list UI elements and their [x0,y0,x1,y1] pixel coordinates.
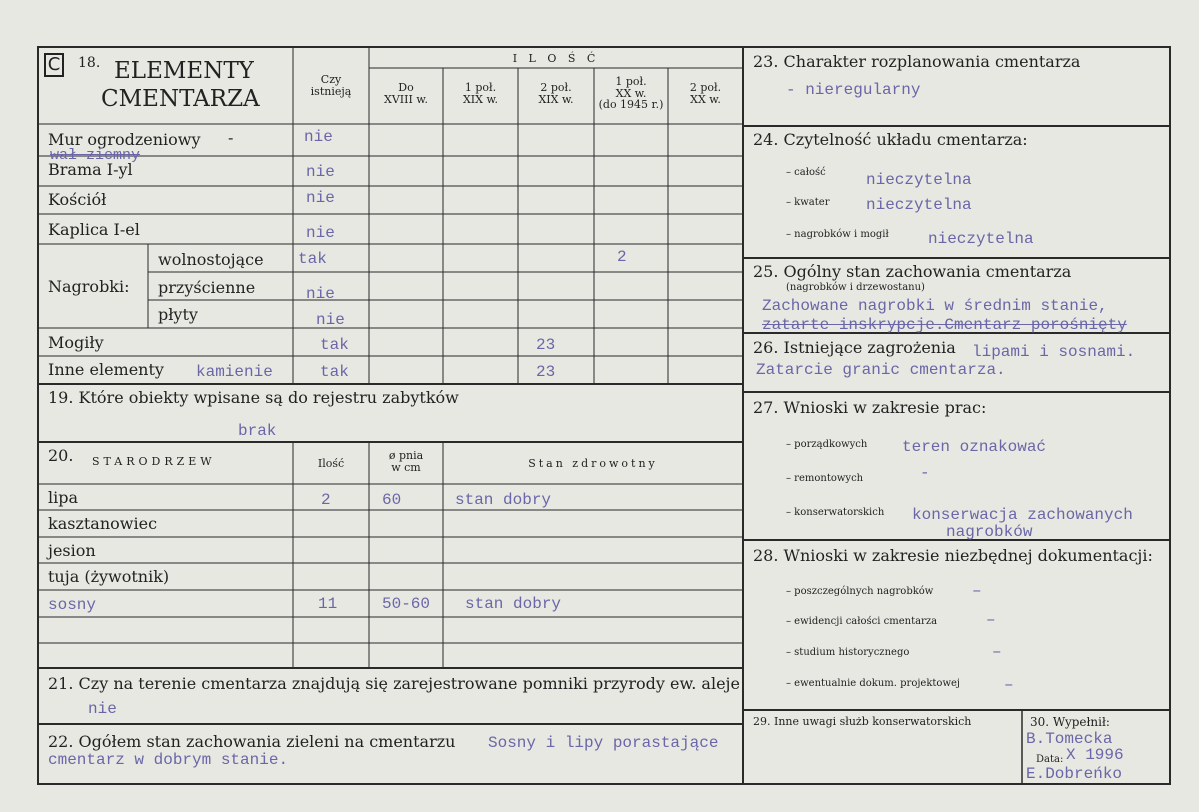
period-2-l1: 1 poł. [464,81,497,94]
section-27-label: 27. Wnioski w zakresie prac: [753,398,987,417]
row-wolno-czy: tak [298,250,327,268]
section-30-name1: B.Tomecka [1026,730,1113,748]
section-22-value-line1: Sosny i lipy porastające [488,734,719,752]
tree-row-5-pnia: 50-60 [382,595,431,613]
row-kaplica-czy: nie [306,224,335,242]
section-26-value-line2: Zatarcie granic cmentarza. [756,361,1006,379]
tree-row-1-stan: stan dobry [455,491,552,509]
section-18-title-line1: ELEMENTY [114,58,254,84]
period-4-l2: XX w. [615,86,647,100]
section-19-value: brak [238,422,277,440]
period-1-l1: Do [398,81,414,94]
s28-a-value: – [972,582,982,600]
row-kosciol-label: Kościół [48,190,107,209]
row-mogily-czy: tak [320,336,349,354]
col-stan: Stan zdrowotny [528,457,658,470]
period-4-l3: (do 1945 r.) [598,98,664,112]
row-mur-label: Mur ogrodzeniowy [48,130,201,149]
row-brama-label: Brama I-yl [48,160,133,179]
section-29-label: 29. Inne uwagi służb konserwatorskich [753,715,972,728]
s28-c-label: – studium historycznego [786,647,910,658]
s28-b-value: – [986,611,996,629]
s27-rem-value: - [920,464,930,482]
row-wolno-p4: 2 [617,248,627,266]
row-mur-dash: - [228,128,234,147]
row-mur-czy: nie [304,128,333,146]
section-21-value: nie [88,700,117,718]
period-2-l2: XIX w. [462,92,499,106]
row-inne-czy: tak [320,363,349,381]
section-20-number: 20. [48,446,74,465]
section-23-label: 23. Charakter rozplanowania cmentarza [753,52,1081,71]
row-inne-p3: 23 [536,363,556,381]
section-21-label: 21. Czy na terenie cmentarza znajdują się zarejestrowane pomniki przyrody ew. aleje [48,674,740,693]
section-28-label: 28. Wnioski w zakresie niezbędnej dokumentacji: [753,546,1153,565]
period-3-l1: 2 poł. [540,81,572,94]
s24-calosc-label: – całość [786,167,826,178]
section-18-title-line2: CMENTARZA [101,86,260,112]
period-1-l2: XVIII w. [384,92,428,106]
period-3-l2: XIX w. [538,92,574,106]
period-3-header [518,82,594,105]
section-25-value-line1: Zachowane nagrobki w średnim stanie, [762,297,1108,315]
row-kaplica-label: Kaplica I-el [48,220,140,239]
s27-porz-value: teren oznakować [902,438,1047,456]
col-pnia-l2: w cm [391,460,421,474]
row-mogily-p3: 23 [536,336,556,354]
row-brama-czy: nie [306,163,335,181]
section-30-name2: E.Dobreńko [1026,765,1123,783]
section-19-label: 19. Które obiekty wpisane są do rejestru zabytków [48,388,459,407]
section-22-value-line2: cmentarz w dobrym stanie. [48,751,289,769]
ilosc-header: I L O Ś Ć [512,52,600,65]
section-18-number: 18. [78,55,101,71]
row-przysc-label: przyścienne [158,278,256,297]
period-1-header [369,82,443,105]
col-ilosc: Ilość [317,457,345,470]
row-mogily-label: Mogiły [48,333,104,352]
s27-kons-value-line1: konserwacja zachowanych [912,506,1133,524]
section-30-date-value: X 1996 [1066,746,1124,764]
row-kosciol-czy: nie [306,189,335,207]
s24-nagrobkow-value: nieczytelna [928,230,1034,248]
col-pnia [369,450,443,473]
section-22-label: 22. Ogółem stan zachowania zieleni na cmentarzu [48,732,456,751]
section-26-value-line1: lipami i sosnami. [972,343,1136,361]
row-przysc-czy: nie [306,285,335,303]
s27-rem-label: – remontowych [786,473,864,484]
section-25-value-line2: zatarte inskrypcje.Cmentarz porośnięty [762,316,1127,334]
s28-c-value: – [992,643,1002,661]
period-4-l1: 1 poł. [615,75,647,88]
col-pnia-l1: ø pnia [388,449,424,462]
s28-d-value: – [1004,676,1014,694]
tree-row-1-name: lipa [48,488,79,507]
section-26-label: 26. Istniejące zagrożenia [753,338,956,357]
section-30-label: 30. Wypełnił: [1030,715,1110,729]
s28-b-label: – ewidencji całości cmentarza [786,616,938,627]
section-24-label: 24. Czytelność układu cmentarza: [753,130,1028,149]
section-23-value: - nieregularny [786,81,921,99]
row-mur-note: wał ziemny [50,147,141,164]
col-czy-istnieja [293,74,369,97]
row-nagrobki-label: Nagrobki: [48,277,130,296]
row-plyty-czy: nie [316,311,345,329]
s28-d-label: – ewentualnie dokum. projektowej [786,678,961,689]
col-czy-line1: Czy [320,73,342,86]
tree-row-5-stan: stan dobry [465,595,562,613]
s27-kons-value-line2: nagrobków [946,523,1033,541]
section-25-label: 25. Ogólny stan zachowania cmentarza [753,262,1072,281]
tree-row-5-ilosc: 11 [318,595,338,613]
period-4-header [594,76,668,111]
row-inne-note: kamienie [196,363,273,381]
s24-calosc-value: nieczytelna [866,171,972,189]
s24-kwater-value: nieczytelna [866,196,972,214]
tree-row-2-name: kasztanowiec [48,514,158,533]
s24-nagrobkow-label: – nagrobków i mogił [786,229,889,240]
row-wolno-label: wolnostojące [158,250,264,269]
period-5-l1: 2 poł. [689,81,722,94]
s28-a-label: – poszczególnych nagrobków [786,586,934,597]
tree-row-3-name: jesion [48,541,96,560]
tree-row-5-name: sosny [48,596,97,614]
section-20-title: STARODRZEW [92,455,216,468]
tree-row-1-pnia: 60 [382,491,402,509]
s24-kwater-label: – kwater [786,197,830,208]
period-2-header [443,82,518,105]
tree-row-1-ilosc: 2 [321,491,331,509]
row-plyty-label: płyty [158,305,198,324]
col-czy-line2: istnieją [310,84,352,98]
section-letter-box: C [44,53,64,77]
row-inne-label: Inne elementy [48,360,164,379]
s27-porz-label: – porządkowych [786,439,868,450]
section-30-date-label: Data: [1036,754,1064,765]
tree-row-4-name: tuja (żywotnik) [48,567,170,586]
section-25-sub: (nagrobków i drzewostanu) [786,282,925,293]
period-5-l2: XX w. [690,92,721,106]
s27-kons-label: – konserwatorskich [786,507,885,518]
period-5-header [668,82,743,105]
